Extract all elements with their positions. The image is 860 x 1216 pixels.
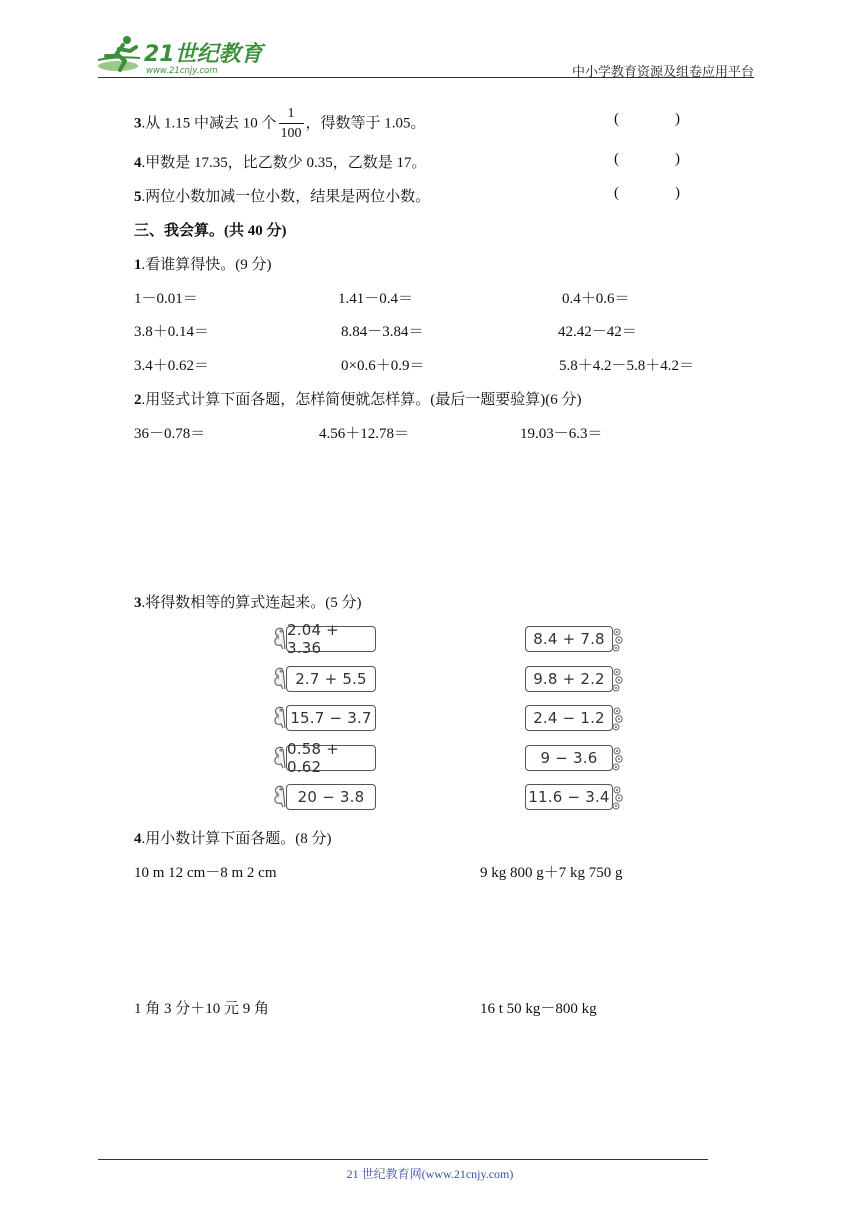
calc-item: 42.42－42＝ (558, 324, 637, 340)
expression-text: 20 − 3.8 (286, 784, 376, 810)
match-card-right[interactable] (525, 704, 629, 732)
calc-item: 5.8＋4.2－5.8＋4.2＝ (559, 358, 695, 374)
expression-text: 2.7 + 5.5 (286, 666, 376, 692)
section-title: 三、我会算。(共 40 分) (134, 223, 287, 239)
footer-divider (98, 1159, 708, 1160)
question-text: .用竖式计算下面各题，怎样简便就怎样算。(最后一题要验算)(6 分) (141, 392, 582, 408)
flower-icon (607, 744, 629, 772)
question-text: .看谁算得快。(9 分) (141, 257, 272, 273)
calc-item: 0.4＋0.6＝ (562, 291, 630, 307)
question-number: 2 (134, 392, 142, 408)
calc-item: 0×0.6＋0.9＝ (341, 358, 425, 374)
logo-url: www.21cnjy.com (146, 66, 218, 76)
expression-text: 2.04 + 3.36 (286, 626, 376, 652)
calc-item: 1－0.01＝ (134, 291, 198, 307)
match-card-right[interactable] (525, 625, 629, 653)
expression-text: 9 − 3.6 (525, 745, 613, 771)
match-card-right[interactable] (525, 783, 629, 811)
question-3-title (134, 591, 362, 612)
flower-icon (607, 665, 629, 693)
bracket-open: ( (614, 185, 619, 201)
item-text-post: ，得数等于 1.05。 (305, 115, 426, 132)
flower-icon (607, 625, 629, 653)
vertical-calc-item: 19.03－6.3＝ (520, 426, 603, 442)
calc-item: 1.41－0.4＝ (338, 291, 414, 307)
question-number: 3 (134, 595, 142, 611)
judgement-item-4 (134, 151, 427, 172)
item-text-pre: .从 1.15 中减去 10 个 (141, 115, 277, 132)
item-number: 5 (134, 189, 142, 205)
question-1-title (134, 253, 272, 274)
fraction-denominator: 100 (279, 123, 304, 141)
calc-item: 3.4＋0.62＝ (134, 358, 210, 374)
unit-calc-item: 16 t 50 kg－800 kg (480, 1001, 597, 1017)
match-card-right[interactable] (525, 665, 629, 693)
vertical-calc-item: 36－0.78＝ (134, 426, 206, 442)
expression-text: 2.4 − 1.2 (525, 705, 613, 731)
bracket-close: ) (675, 185, 680, 201)
judgement-item-5 (134, 185, 430, 206)
bracket-close: ) (675, 111, 680, 127)
answer-bracket[interactable] (614, 111, 680, 128)
flower-icon (607, 704, 629, 732)
match-card-left[interactable] (272, 665, 376, 693)
item-text: .两位小数加减一位小数，结果是两位小数。 (141, 189, 431, 205)
match-card-left[interactable] (272, 739, 376, 776)
expression-text: 15.7 − 3.7 (286, 705, 376, 731)
expression-text: 8.4 + 7.8 (525, 626, 613, 652)
item-text: .甲数是 17.35，比乙数少 0.35，乙数是 17。 (141, 155, 427, 171)
runner-logo-icon (96, 34, 271, 78)
vertical-calc-item: 4.56＋12.78＝ (319, 426, 410, 442)
answer-bracket[interactable] (614, 151, 680, 168)
question-2-title (134, 388, 581, 409)
question-text: .将得数相等的算式连起来。(5 分) (141, 595, 362, 611)
header-divider (98, 77, 754, 78)
match-card-left[interactable] (272, 783, 376, 811)
fraction (279, 107, 304, 141)
unit-calc-item: 9 kg 800 g＋7 kg 750 g (480, 865, 623, 881)
match-card-left[interactable] (272, 704, 376, 732)
answer-bracket[interactable] (614, 185, 680, 202)
expression-text: 11.6 − 3.4 (525, 784, 613, 810)
expression-text: 0.58 + 0.62 (286, 745, 376, 771)
calc-item: 3.8＋0.14＝ (134, 324, 210, 340)
question-text: .用小数计算下面各题。(8 分) (141, 831, 332, 847)
match-card-left[interactable] (272, 621, 376, 657)
question-number: 4 (134, 831, 142, 847)
flower-icon (607, 783, 629, 811)
fraction-numerator: 1 (287, 106, 295, 121)
judgement-item-3 (134, 107, 426, 141)
question-4-title (134, 827, 332, 848)
unit-calc-item: 10 m 12 cm－8 m 2 cm (134, 865, 277, 881)
logo-text: 21世纪教育 (144, 42, 263, 67)
bracket-close: ) (675, 151, 680, 167)
match-card-right[interactable] (525, 744, 629, 772)
question-number: 1 (134, 257, 142, 273)
expression-text: 9.8 + 2.2 (525, 666, 613, 692)
bracket-open: ( (614, 111, 619, 127)
unit-calc-item: 1 角 3 分＋10 元 9 角 (134, 1001, 270, 1017)
header-platform-text: 中小学教育资源及组卷应用平台 (571, 65, 754, 80)
item-number: 4 (134, 155, 142, 171)
site-logo (96, 34, 271, 78)
footer-text: 21 世纪教育网(www.21cnjy.com) (346, 1167, 514, 1181)
calc-item: 8.84－3.84＝ (341, 324, 424, 340)
bracket-open: ( (614, 151, 619, 167)
item-number: 3 (134, 115, 142, 132)
